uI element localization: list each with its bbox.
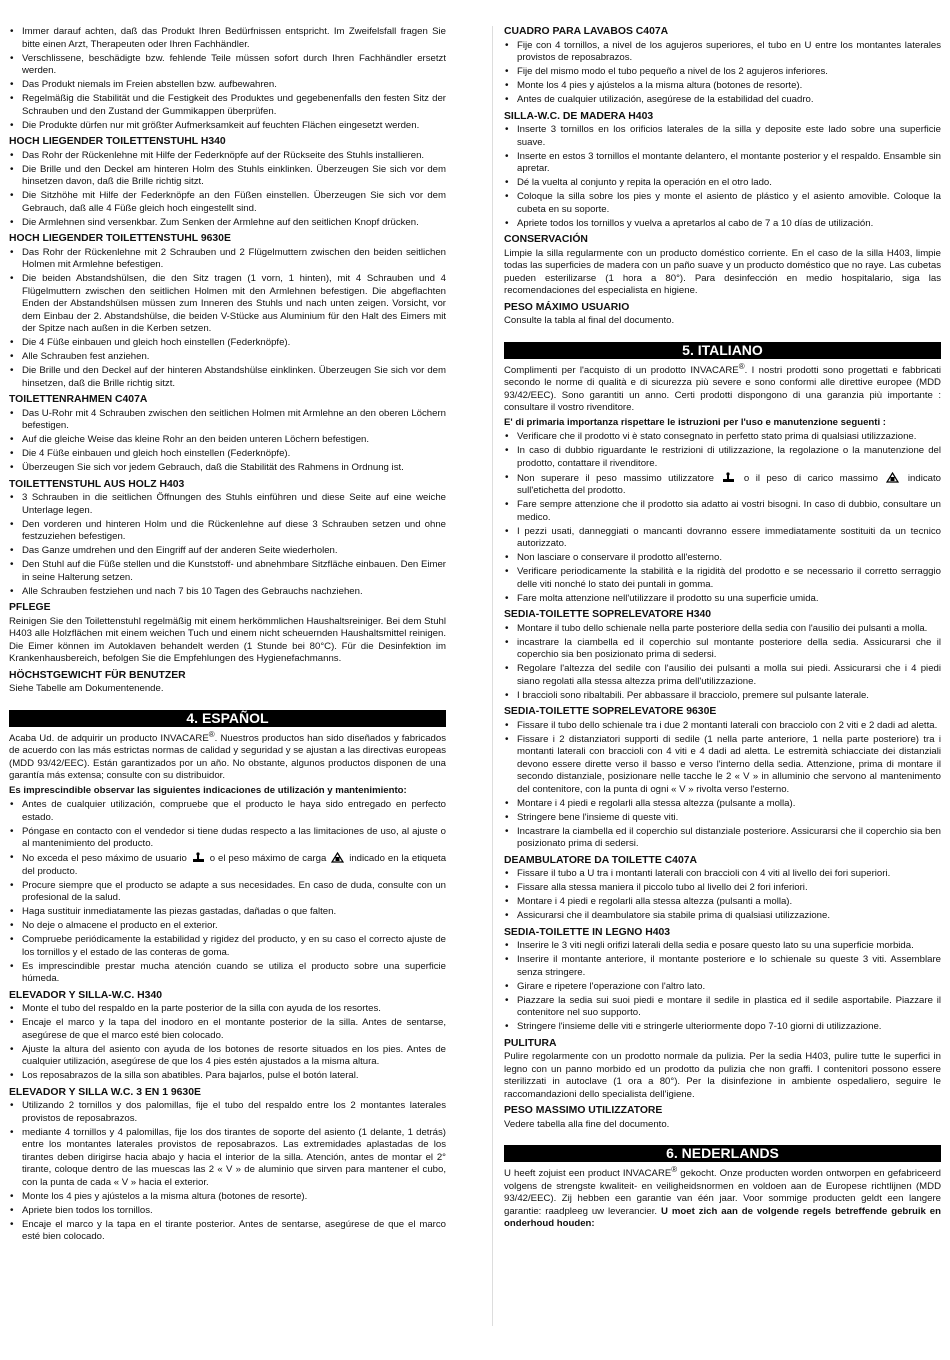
list-item: • Encaje el marco y la tapa del inodoro en el montante posterior de la silla. Antes de sentarse, asegúrese de que el marco esté bien colocado. (9, 1017, 446, 1042)
de-h340-list (9, 150, 446, 230)
es-c407-list (504, 40, 941, 107)
es-c407-heading: CUADRO PARA LAVABOS C407A (504, 26, 669, 37)
list-item: • Das Ganze umdrehen und den Eingriff auf der anderen Seite wiederholen. (9, 545, 446, 558)
list-item: • No deje o almacene el producto en el exterior. (9, 920, 446, 933)
list-item: • Ajuste la altura del asiento con ayuda de los botones de resorte situados en los pies. Antes de cualquier utilización, asegúrese de que los 4 pies estén ajustados a la misma altura. (9, 1044, 446, 1069)
list-item: • Inserte en estos 3 tornillos el montante delantero, el montante posterior y el respaldo. Ensamble sin apretar. (504, 151, 941, 176)
list-item: • Das Rohr der Rückenlehne mit Hilfe der Federknöpfe auf der Rückseite des Stuhls installieren. (9, 150, 446, 163)
load-weight-icon (886, 472, 899, 483)
list-item: • Monte los 4 pies y ajústelos a la misma altura (botones de resorte). (9, 1191, 446, 1204)
es-general-list-b (9, 880, 446, 986)
it-intro-pre: Complimenti per l'acquisto di un prodotto INVACARE (504, 364, 739, 376)
right-column (504, 26, 941, 1233)
list-item: • Das U-Rohr mit 4 Schrauben zwischen den seitlichen Holmen mit Armlehne an den oberen Löchern befestigen. (9, 408, 446, 433)
user-weight-icon (192, 852, 205, 863)
nl-intro-reg: ® (671, 1165, 678, 1175)
nl-section-band: 6. NEDERLANDS (504, 1145, 941, 1162)
it-intro-reg: ® (738, 361, 745, 371)
list-item: • Dé la vuelta al conjunto y repita la operación en el otro lado. (504, 177, 941, 190)
list-item: • 3 Schrauben in die seitlichen Öffnungen des Stuhls einführen und diese Seite auf eine weiche Unterlage legen. (9, 492, 446, 517)
de-intro-list (9, 26, 446, 132)
es-weight-post: indicado en la etiqueta del producto. (22, 853, 447, 877)
list-item: • Regolare l'altezza del sedile con l'ausilio dei pulsanti a molla sui piedi. Assicurarsi che i 4 piedi siano regolati alla stessa altezza prima dell'utilizzazione. (504, 663, 941, 688)
es-general-list (9, 799, 446, 878)
it-9630-heading: SEDIA-TOILETTE SOPRELEVATORE 9630E (504, 706, 717, 718)
list-item: • Montare il tubo dello schienale nella parte posteriore della sedia con l'ausilio dei pulsanti a molla. (504, 623, 941, 636)
list-item: • Die Brille und den Deckel am hinteren Holm des Stuhls einklinken. Überzeugen Sie sich vor dem hinsetzen davon, daß die Brille richtig sitzt. (9, 164, 446, 189)
de-9630-heading: HOCH LIEGENDER TOILETTENSTUHL 9630E (9, 233, 231, 244)
it-intro (504, 361, 941, 415)
it-pulitura-text: Pulire regolarmente con un prodotto normale da pulizia. Per la sedia H403, pulire tutte le superfici in legno con un panno morbido ed un prodotto da pulizia che non graffi. I contenitori possono essere sterilizzati in autoclave (1 ora a 80°). Per la disinfezione in ambiente ospedaliero, seguire le raccomandazioni dello specialista dell'igiene. (504, 1051, 941, 1100)
list-item: • Girare e ripetere l'operazione con l'altro lato. (504, 981, 941, 994)
list-item: • Incastrare la ciambella ed il coperchio sul distanziale posteriore. Assicurarsi che il coperchio sia ben posizionato prima di sedersi. (504, 826, 941, 851)
es-intro (9, 729, 446, 783)
list-item: • Regelmäßig die Stabilität und die Festigkeit des Produktes und gegebenenfalls den festen Sitz der Schrauben und den Zustand der Gummikappen überprüfen. (9, 93, 446, 118)
it-9630-list (504, 720, 941, 851)
it-section-band: 5. ITALIANO (504, 342, 941, 359)
list-item: • Den vorderen und hinteren Holm und die Rückenlehne auf diese 3 Schrauben setzen und ohne festzuziehen befestigen. (9, 519, 446, 544)
list-item: • Die Brille und den Deckel auf der hinteren Abstandshülse einklinken. Überzeugen Sie sich vor dem hinsetzen, daß die Brille richtig sitzt. (9, 365, 446, 390)
it-h340-heading: SEDIA-TOILETTE SOPRELEVATORE H340 (504, 609, 712, 621)
list-item: • Die Sitzhöhe mit Hilfe der Federknöpfe an den Füßen einstellen. Überzeugen Sie sich vor dem Gebrauch, daß alle 4 Füße gleich hoch eingestellt sind. (9, 190, 446, 215)
left-column (9, 26, 446, 1245)
es-weight-heading: PESO MÁXIMO USUARIO (504, 301, 630, 313)
es-intro-post: . Nuestros productos han sido diseñados y fabricados de acuerdo con las más estrictas normas de calidad y seguridad y se ajustan a las directivas europeas (MDD 93/42/EEC). Están garantizados por un año. No obstante, algunos productos disponen de una garantía más extensa; consulte con su distribuidor. (9, 732, 446, 782)
it-weight-heading: PESO MASSIMO UTILIZZATORE (504, 1105, 663, 1117)
de-h340-heading: HOCH LIEGENDER TOILETTENSTUHL H340 (9, 136, 226, 147)
list-item: • Überzeugen Sie sich vor jedem Gebrauch, daß die Stabilität des Rahmens in Ordnung ist. (9, 462, 446, 475)
list-item: • Compruebe periódicamente la estabilidad y rigidez del producto, y en su caso el correcto ajuste de los tornillos y el estado de las conteras de goma. (9, 934, 446, 959)
list-item: • Póngase en contacto con el vendedor si tiene dudas respecto a las limitaciones de uso, al ajuste o al mantenimiento del producto. (9, 826, 446, 851)
es-h340-list (9, 1003, 446, 1083)
list-item: • Encaje el marco y la tapa en el tirante posterior. Antes de sentarse, asegúrese de que el marco esté bien colocado. (9, 1219, 446, 1244)
de-h403-list (9, 492, 446, 598)
list-item: • Stringere l'insieme delle viti e stringerle ulteriormente dopo 7-10 giorni di utilizzazione. (504, 1021, 941, 1034)
es-h403-heading: SILLA-W.C. DE MADERA H403 (504, 110, 654, 122)
list-item: • Apriete todos los tornillos y vuelva a apretarlos al cabo de 7 a 10 días de utilización. (504, 218, 941, 231)
de-pflege-text: Reinigen Sie den Toilettenstuhl regelmäßig mit einem herkömmlichen Haushaltsreiniger. Bei dem Stuhl H403 alle Holzflächen mit einem weichen Tuch und einem nicht scheuernden Haushaltsmittel reinigen. Die Eimer können im Autoklaven behandelt werden (1 Stunde bei 80°C). Für die Desinfektion im Krankenhausbereich, befolgen Sie die Empfehlungen des Hygienefachmanns. (9, 615, 446, 664)
list-item: • Fare molta attenzione nell'utilizzare il prodotto su una superficie umida. (504, 593, 941, 606)
list-item: • mediante 4 tornillos y 4 palomillas, fije los dos tirantes de soporte del asiento (1 delante, 1 detrás) entre los montantes laterales provistos de reposabrazos. Las extremidades aplastadas de los tirantes deben dirigirse hacia abajo y hacia el interior de la silla. Atención, antes de montar el 2° tirante, coloque dentro de las muescas las 2 « V » de aluminio que sirven para mantener el cubo, con la punta de cada « V » hacia el exterior. (9, 1127, 446, 1190)
list-item: • I pezzi usati, danneggiati o mancanti dovranno essere immediatamente sostituiti da un tecnico autorizzato. (504, 526, 941, 551)
de-weight-text: Siehe Tabelle am Dokumentenende. (9, 683, 164, 694)
it-c407-list (504, 868, 941, 923)
list-item: • Apriete bien todos los tornillos. (9, 1205, 446, 1218)
list-item: • Verschlissene, beschädigte bzw. fehlende Teile müssen sofort durch Ihren Fachhändler ersetzt werden. (9, 53, 446, 78)
list-item: • Fare sempre attenzione che il prodotto sia adatto ai vostri bisogni. In caso di dubbio, consultare un medico. (504, 499, 941, 524)
list-item: • Immer darauf achten, daß das Produkt Ihren Bedürfnissen entspricht. Im Zweifelsfall fragen Sie bitte einen Arzt, Therapeuten oder Ihren Fachhändler. (9, 26, 446, 51)
list-item: • Die Produkte dürfen nur mit größter Aufmerksamkeit auf feuchten Flächen eingesetzt werden. (9, 120, 446, 133)
de-c407-heading: TOILETTENRAHMEN C407A (9, 394, 148, 405)
user-weight-icon (722, 472, 735, 483)
list-item: • Montare i 4 piedi e regolarli alla stessa altezza (pulsante a molla). (504, 798, 941, 811)
column-divider (492, 26, 493, 1326)
it-general-list-b (504, 499, 941, 605)
it-intro-post: . I nostri prodotti sono progettati e fabbricati secondo le norme di qualità e di sicurezza più severe e sono conformi alle direttive europee (MDD 93/42/EEC). Sono garantiti un anno. Certi prodotti dispongono di una garanzia più importante : consultare il vostro rivenditore. (504, 364, 941, 414)
nl-intro-bold: U moet zich aan de volgende regels betreffende gebruik en onderhoud houden: (504, 1205, 941, 1230)
list-item (504, 472, 941, 498)
it-important: E' di primaria importanza rispettare le istruzioni per l'uso e manutenzione seguenti : (504, 416, 886, 428)
list-item: • Verificare periodicamente la stabilità e la rigidità del prodotto e se necessario il corretto serraggio delle viti nonché lo stato dei puntali in gomma. (504, 566, 941, 591)
list-item: • Die Armlehnen sind versenkbar. Zum Senken der Armlehne auf den seitlichen Knopf drücken. (9, 217, 446, 230)
list-item: • Non lasciare o conservare il prodotto all'esterno. (504, 552, 941, 565)
nl-intro-post: gekocht. Onze producten worden ontworpen en gefabriceerd volgens de strengste kwaliteit- en veiligheidsnormen en voldoen aan de Europese richtlijnen (MDD 93/42/EEC). Zij hebben een garantie van één jaar. Voor sommige producten geldt een langere garantie: raadpleeg uw leverancier. (504, 1168, 941, 1217)
de-weight-heading: HÖCHSTGEWICHT FÜR BENUTZER (9, 669, 186, 681)
list-item: • Assicurarsi che il deambulatore sia stabile prima di qualsiasi utilizzazione. (504, 910, 941, 923)
it-weight-post: indicato sull'etichetta del prodotto. (517, 472, 941, 497)
list-item: • I braccioli sono ribaltabili. Per abbassare il bracciolo, premere sul pulsante laterale. (504, 690, 941, 703)
es-weight-mid: o el peso máximo de carga (209, 853, 327, 865)
es-cons-heading: CONSERVACIÓN (504, 234, 588, 245)
es-9630-heading: ELEVADOR Y SILLA W.C. 3 EN 1 9630E (9, 1086, 201, 1098)
es-weight-pre: No exceda el peso máximo de usuario (22, 853, 187, 865)
list-item: • Fissare il tubo dello schienale tra i due 2 montanti laterali con bracciolo con 2 viti e 2 dadi ad aletta. (504, 720, 941, 733)
list-item: • Fissare il tubo a U tra i montanti laterali con braccioli con 4 viti al livello dei fori superiori. (504, 868, 941, 881)
es-intro-reg: ® (208, 729, 215, 739)
es-9630-list (9, 1100, 446, 1244)
list-item: • Los reposabrazos de la silla son abatibles. Para bajarlos, pulse el botón lateral. (9, 1070, 446, 1083)
list-item: • Fije del mismo modo el tubo pequeño a nivel de los 2 agujeros inferiores. (504, 66, 941, 79)
list-item: • In caso di dubbio riguardante le restrizioni di utilizzazione, la regolazione o la manutenzione del prodotto, contattare il rivenditore. (504, 445, 941, 470)
list-item: • Inserire le 3 viti negli orifizi laterali della sedia e posare questo lato su una superficie morbida. (504, 940, 941, 953)
list-item: • Stringere bene l'insieme di queste viti. (504, 812, 941, 825)
list-item: • Das Produkt niemals im Freien abstellen bzw. aufbewahren. (9, 79, 446, 92)
it-c407-heading: DEAMBULATORE DA TOILETTE C407A (504, 854, 698, 866)
it-weight-mid: o il peso di carico massimo (743, 472, 879, 484)
es-intro-pre: Acaba Ud. de adquirir un producto INVACARE (9, 732, 209, 744)
list-item: • Antes de cualquier utilización, asegúrese de la estabilidad del cuadro. (504, 94, 941, 107)
list-item: • Piazzare la sedia sui suoi piedi e montare il sedile in plastica ed il sedile asportabile. Piazzare il contenitore nel suo supporto. (504, 995, 941, 1020)
list-item: • Monte el tubo del respaldo en la parte posterior de la silla con ayuda de los resortes. (9, 1003, 446, 1016)
list-item: • Den Stuhl auf die Füße stellen und die Kunststoff- und abnehmbare Sitzfläche einbauen. Den Eimer in seine Halterung setzen. (9, 559, 446, 584)
de-c407-list (9, 408, 446, 475)
es-cons-text: Limpie la silla regularmente con un producto doméstico corriente. En el caso de la silla H403, limpie todas las superficies de madera con un paño suave y un producto doméstico que no raye. Las cubetas pueden esterilizarse (1 hora a 80°). Para desinfección en medio hospitalario, siga las recomendaciones del especialista en higiene. (504, 247, 941, 296)
de-h403-heading: TOILETTENSTUHL AUS HOLZ H403 (9, 478, 185, 490)
it-weight-text: Vedere tabella alla fine del documento. (504, 1118, 670, 1130)
list-item: • incastrare la ciambella ed il coperchio sul montante posteriore della sedia. Assicurarsi che il coperchio sia ben posizionato prima di sedersi. (504, 637, 941, 662)
list-item: • Antes de cualquier utilización, compruebe que el producto le haya sido entregado en perfecto estado. (9, 799, 446, 824)
es-weight-text: Consulte la tabla al final del documento. (504, 315, 675, 326)
list-item: • Haga sustituir inmediatamente las piezas gastadas, dañadas o que falten. (9, 906, 446, 919)
es-section-band: 4. ESPAÑOL (9, 710, 446, 727)
es-h403-list (504, 124, 941, 230)
list-item: • Inserte 3 tornillos en los orificios laterales de la silla y deposite este lado sobre una superficie suave. (504, 124, 941, 149)
de-pflege-heading: PFLEGE (9, 602, 51, 613)
list-item (9, 852, 446, 878)
list-item: • Auf die gleiche Weise das kleine Rohr an den beiden unteren Löchern befestigen. (9, 434, 446, 447)
es-important: Es imprescindible observar las siguientes indicaciones de utilización y mantenimiento: (9, 784, 407, 796)
de-9630-list (9, 247, 446, 391)
list-item: • Procure siempre que el producto se adapte a sus necesidades. En caso de duda, consulte con un profesional de la salud. (9, 880, 446, 905)
es-h340-heading: ELEVADOR Y SILLA-W.C. H340 (9, 989, 163, 1001)
it-pulitura-heading: PULITURA (504, 1037, 557, 1049)
list-item: • Verificare che il prodotto vi è stato consegnato in perfetto stato prima di qualsiasi utilizzazione. (504, 431, 941, 444)
it-h340-list (504, 623, 941, 703)
list-item: • Utilizando 2 tornillos y dos palomillas, fije el tubo del respaldo entre los 2 montantes laterales provistos de reposabrazos. (9, 1100, 446, 1125)
it-h403-list (504, 940, 941, 1034)
it-weight-pre: Non superare il peso massimo utilizzatore (517, 472, 715, 484)
list-item: • Fije con 4 tornillos, a nivel de los agujeros superiores, el tubo en U entre los montantes laterales provistos de reposabrazos. (504, 40, 941, 65)
load-weight-icon (331, 852, 344, 863)
list-item: • Monte los 4 pies y ajústelos a la misma altura (botones de resorte). (504, 80, 941, 93)
list-item: • Montare i 4 piedi e regolarli alla stessa altezza (pulsanti a molla). (504, 896, 941, 909)
list-item: • Inserire il montante anteriore, il montante posteriore e lo schienale su queste 3 viti. Assemblare senza stringere. (504, 954, 941, 979)
list-item: • Es imprescindible prestar mucha atención cuando se utiliza el producto sobre una superficie húmeda. (9, 961, 446, 986)
list-item: • Alle Schrauben fest anziehen. (9, 351, 446, 364)
it-h403-heading: SEDIA-TOILETTE IN LEGNO H403 (504, 926, 671, 938)
list-item: • Coloque la silla sobre los pies y monte el asiento de plástico y el asiento amovible. Coloque la cubeta en su soporte. (504, 191, 941, 216)
it-general-list (504, 431, 941, 498)
list-item: • Die beiden Abstandshülsen, die den Sitz tragen (1 vorn, 1 hinten), mit 4 Schrauben und 4 Flügelmuttern zwischen den seitlichen Holmen mit den Armlehnen befestigen. Die abgeflachten Enden der Abstandshülsen müssen zum Inneren des Stuhls und nach unten zeigen. Vorsicht, vor dem Einbau der 2. Abstandshülse, die beiden V-Stücke aus Aluminium für den Halt des Eimers mit der Spitze nach außen in die Kerben setzen. (9, 273, 446, 336)
nl-intro-pre: U heeft zojuist een product INVACARE (504, 1168, 672, 1180)
list-item: • Fissare i 2 distanziatori supporti di sedile (1 nella parte anteriore, 1 nella parte posteriore) tra i montanti laterali con braccioli con 4 viti e 4 dadi ad aletta. Le estremità schiacciate dei distanziali devono essere dirette verso il basso e verso l'interno della sedia. Attenzione, prima di montare il secondo distanziale, posizionare nelle tacche le 2 « V » in alluminio che servono al mantenimento del contenitore, con la punta di ogni « V » rivolta verso l'esterno. (504, 734, 941, 797)
list-item: • Alle Schrauben festziehen und nach 7 bis 10 Tagen des Gebrauchs nachziehen. (9, 586, 446, 599)
list-item: • Die 4 Füße einbauen und gleich hoch einstellen (Federknöpfe). (9, 448, 446, 461)
list-item: • Fissare alla stessa maniera il piccolo tubo al livello dei 2 fori inferiori. (504, 882, 941, 895)
list-item: • Die 4 Füße einbauen und gleich hoch einstellen (Federknöpfe). (9, 337, 446, 350)
list-item: • Das Rohr der Rückenlehne mit 2 Schrauben und 2 Flügelmuttern zwischen den beiden seitlichen Holmen mit Armlehne befestigen. (9, 247, 446, 272)
nl-intro (504, 1164, 941, 1231)
